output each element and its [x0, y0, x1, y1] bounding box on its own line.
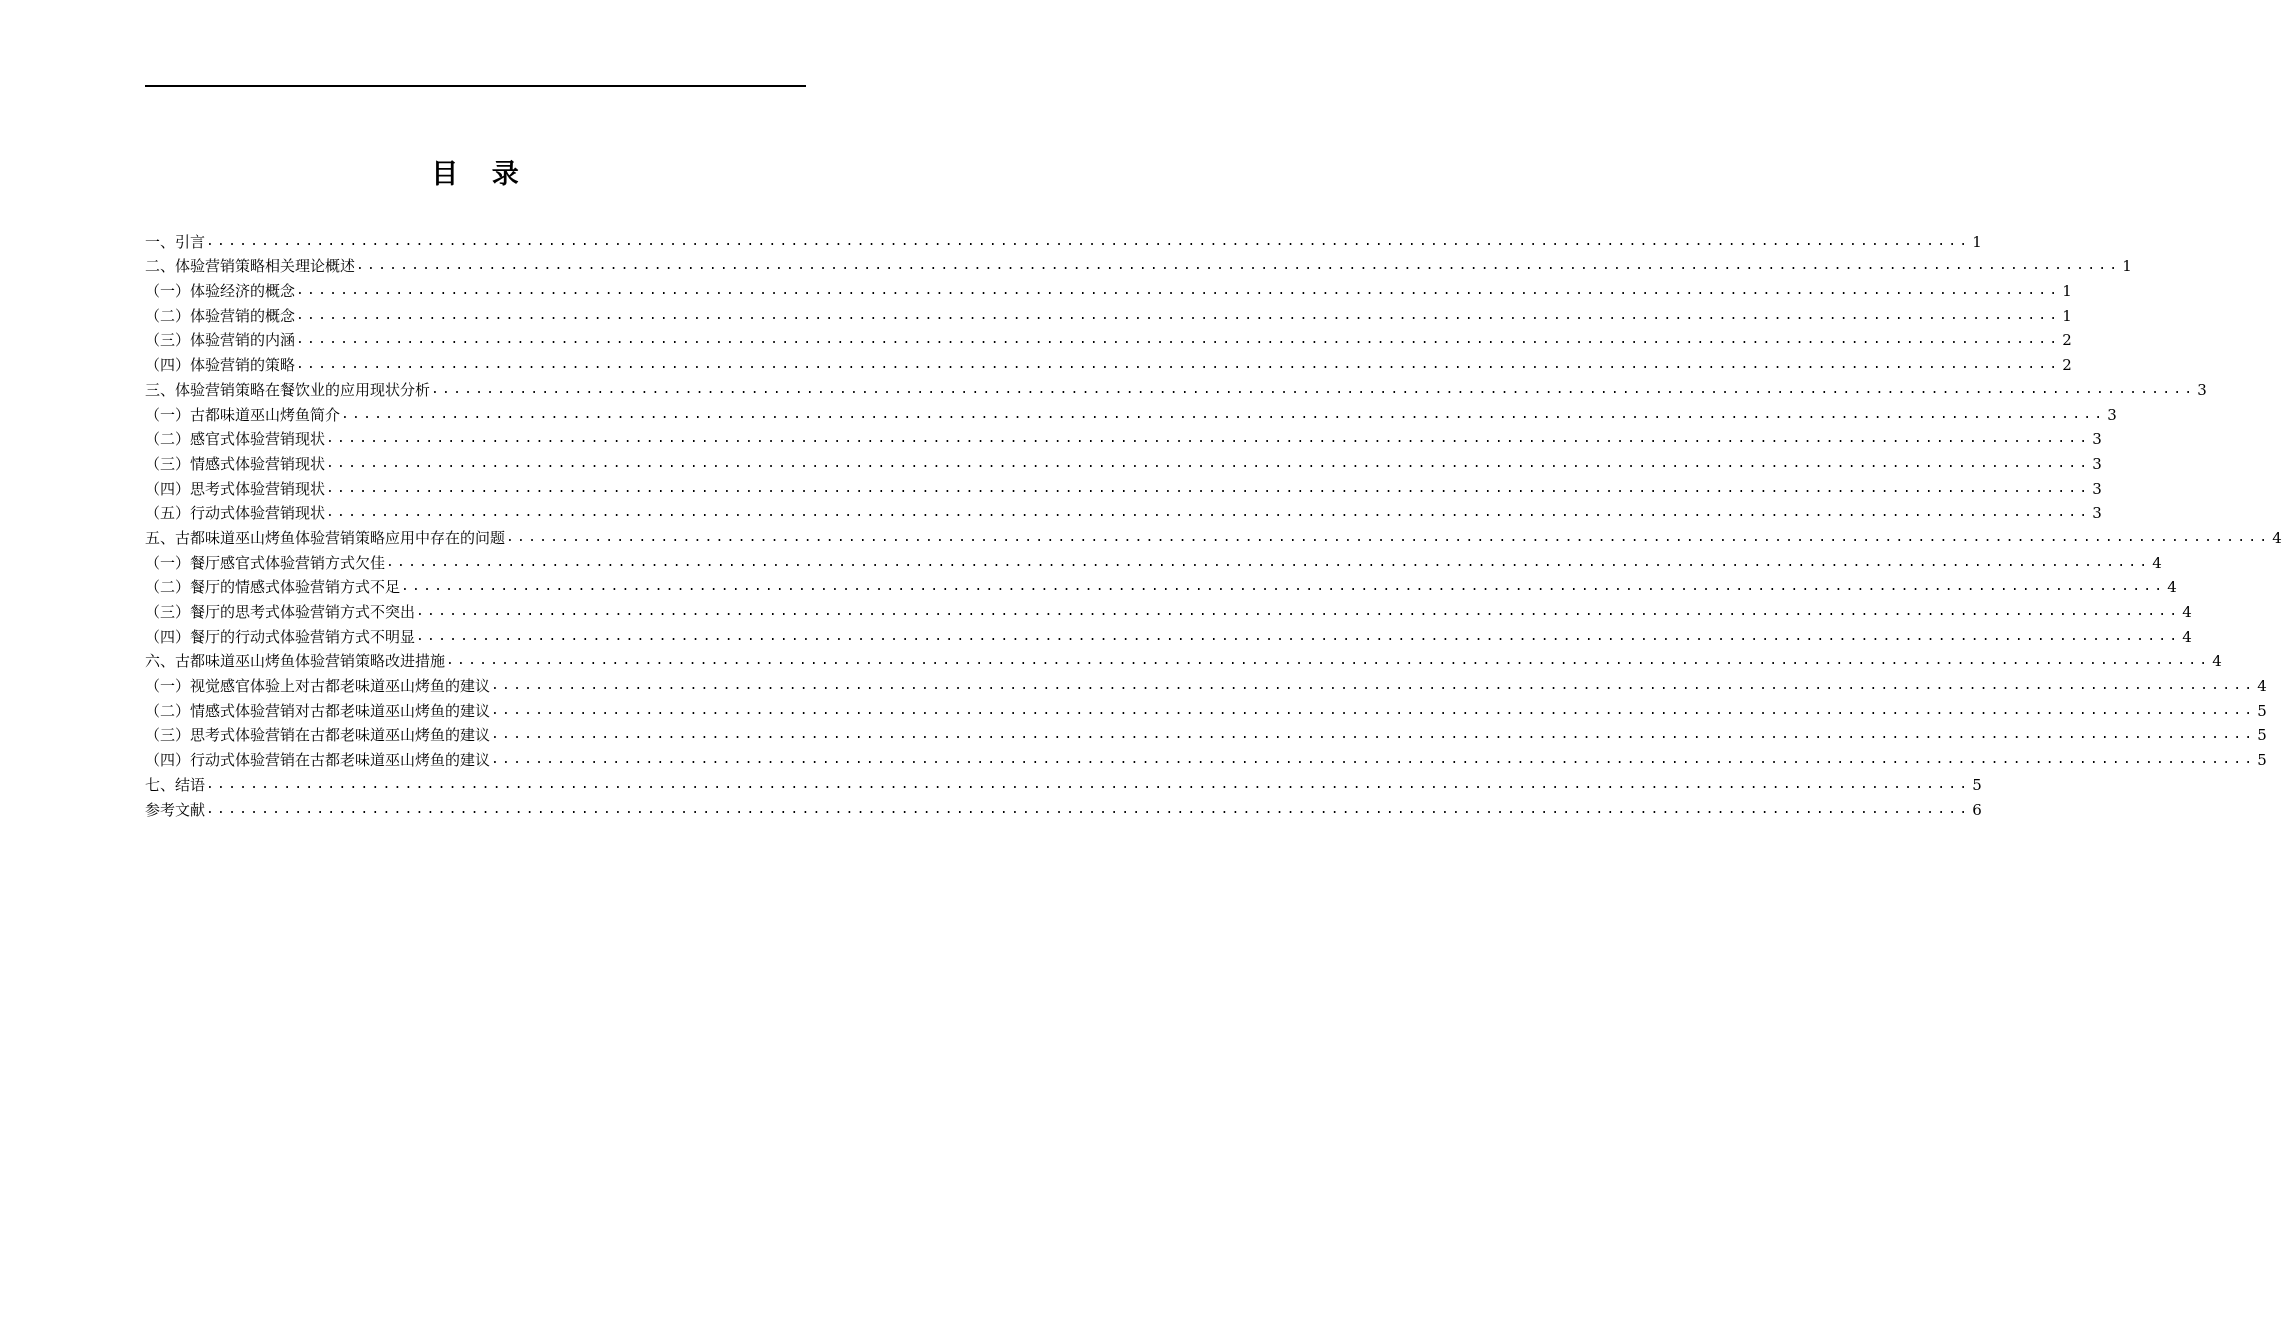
toc-entry-text: （三）情感式体验营销现状 — [145, 454, 326, 473]
toc-page-number: 1 — [2062, 306, 2072, 325]
toc-entry[interactable] — [145, 276, 2072, 301]
toc-leader: ................................................................................................................................................................ — [326, 505, 2091, 521]
toc-leader: ................................................................................................................................................................ — [296, 332, 2061, 348]
toc-entry-text: （二）餐厅的情感式体验营销方式不足 — [145, 578, 401, 597]
toc-entry[interactable] — [145, 696, 2267, 721]
toc-entry-text: 五、古都味道巫山烤鱼体验营销策略应用中存在的问题 — [145, 528, 506, 547]
toc-page-number: 4 — [2257, 677, 2267, 696]
toc-entry-text: 三、体验营销策略在餐饮业的应用现状分析 — [145, 380, 431, 399]
toc-entry[interactable] — [145, 326, 2072, 351]
toc-page-number: 4 — [2272, 528, 2282, 547]
toc-page-number: 2 — [2062, 331, 2072, 350]
toc-leader: ................................................................................................................................................................ — [326, 431, 2091, 447]
toc-entry-text: （五）行动式体验营销现状 — [145, 504, 326, 523]
toc-title: 目 录 — [431, 159, 531, 190]
header-rule — [145, 85, 806, 87]
toc-leader: ................................................................................................................................................................ — [341, 406, 2106, 422]
toc-leader: ................................................................................................................................................................ — [431, 381, 2196, 397]
toc-page-number: 4 — [2182, 603, 2192, 621]
toc-page-number: 4 — [2152, 553, 2162, 572]
toc-leader: ................................................................................................................................................................ — [416, 628, 2181, 644]
toc-entry[interactable] — [145, 647, 2222, 672]
toc-entry-text: 二、体验营销策略相关理论概述 — [145, 257, 356, 276]
toc-page-number: 4 — [2212, 652, 2222, 671]
toc-entry-text: 六、古都味道巫山烤鱼体验营销策略改进措施 — [145, 652, 446, 671]
toc-entry-text: （三）体验营销的内涵 — [145, 331, 296, 350]
toc-entry[interactable] — [145, 350, 2072, 375]
toc-page-number: 3 — [2197, 380, 2207, 399]
toc-page-number: 4 — [2182, 627, 2192, 646]
toc-entry-text: 一、引言 — [145, 232, 206, 251]
toc-entry[interactable] — [145, 622, 2192, 647]
toc-page-number: 6 — [1972, 800, 1982, 819]
toc-leader: ................................................................................................................................................................ — [386, 554, 2151, 570]
toc-entry-text: （一）视觉感官体验上对古都老味道巫山烤鱼的建议 — [145, 677, 491, 696]
toc-entry[interactable] — [145, 227, 1982, 252]
toc-leader: ................................................................................................................................................................ — [506, 529, 2271, 545]
toc-leader: ................................................................................................................................................................ — [356, 258, 2121, 274]
toc-entry[interactable] — [145, 573, 2177, 598]
toc-page-number: 5 — [2257, 701, 2267, 720]
toc-page-number: 1 — [2062, 282, 2072, 301]
toc-entry[interactable] — [145, 474, 2102, 499]
toc-leader: ................................................................................................................................................................ — [206, 776, 1971, 792]
toc-page-number: 5 — [2257, 726, 2267, 745]
toc-entry[interactable] — [145, 449, 2102, 474]
toc-leader: ................................................................................................................................................................ — [491, 727, 2256, 743]
toc-entry-text: （四）餐厅的行动式体验营销方式不明显 — [145, 627, 416, 646]
toc-entry-text: （三）餐厅的思考式体验营销方式不突出 — [145, 603, 416, 621]
toc-entry[interactable] — [145, 375, 2207, 400]
toc-entry[interactable] — [145, 770, 1982, 795]
toc-entry[interactable] — [145, 252, 2132, 277]
toc-leader: ................................................................................................................................................................ — [206, 233, 1971, 249]
toc-page-number: 1 — [2122, 257, 2132, 276]
toc-leader: ................................................................................................................................................................ — [491, 678, 2256, 694]
toc-entry-text: （二）情感式体验营销对古都老味道巫山烤鱼的建议 — [145, 701, 491, 720]
toc-entry-text: （二）体验营销的概念 — [145, 306, 296, 325]
toc-entry-text: （一）古都味道巫山烤鱼简介 — [145, 405, 341, 424]
toc-page-number: 4 — [2167, 578, 2177, 597]
toc-page-number: 5 — [2257, 751, 2267, 770]
toc-page-number: 3 — [2092, 504, 2102, 523]
toc-entry[interactable] — [145, 671, 2267, 696]
toc-entry[interactable] — [145, 523, 2282, 548]
toc-page-number: 3 — [2092, 479, 2102, 498]
toc-entry[interactable] — [145, 548, 2162, 573]
toc-entry[interactable] — [145, 499, 2102, 524]
toc-entry-text: （一）餐厅感官式体验营销方式欠佳 — [145, 553, 386, 572]
toc-list — [145, 227, 2282, 820]
toc-entry[interactable] — [145, 425, 2102, 450]
toc-leader: ................................................................................................................................................................ — [491, 702, 2256, 718]
toc-entry[interactable] — [145, 301, 2072, 326]
toc-leader: ................................................................................................................................................................ — [296, 357, 2061, 373]
toc-page-number: 5 — [1972, 775, 1982, 794]
toc-leader: ................................................................................................................................................................ — [401, 579, 2166, 595]
toc-leader: ................................................................................................................................................................ — [491, 752, 2256, 768]
toc-leader: ................................................................................................................................................................ — [446, 653, 2211, 669]
toc-entry-text: （三）思考式体验营销在古都老味道巫山烤鱼的建议 — [145, 726, 491, 745]
toc-entry-text: （二）感官式体验营销现状 — [145, 430, 326, 449]
toc-entry-text: （一）体验经济的概念 — [145, 282, 296, 301]
toc-entry[interactable] — [145, 795, 1982, 820]
toc-entry[interactable] — [145, 400, 2117, 425]
toc-page-number: 1 — [1972, 232, 1982, 251]
toc-leader: ................................................................................................................................................................ — [416, 604, 2181, 619]
toc-page-number: 2 — [2062, 356, 2072, 375]
toc-leader: ................................................................................................................................................................ — [326, 480, 2091, 496]
toc-entry[interactable] — [145, 745, 2267, 770]
toc-entry-text: （四）思考式体验营销现状 — [145, 479, 326, 498]
toc-leader: ................................................................................................................................................................ — [296, 283, 2061, 299]
toc-page-number: 3 — [2092, 430, 2102, 449]
toc-leader: ................................................................................................................................................................ — [206, 801, 1971, 817]
toc-page-number: 3 — [2092, 454, 2102, 473]
toc-entry[interactable] — [145, 597, 2192, 622]
toc-leader: ................................................................................................................................................................ — [326, 455, 2091, 471]
toc-entry-text: （四）体验营销的策略 — [145, 356, 296, 375]
toc-page-number: 3 — [2107, 405, 2117, 424]
toc-leader: ................................................................................................................................................................ — [296, 307, 2061, 323]
toc-entry-text: （四）行动式体验营销在古都老味道巫山烤鱼的建议 — [145, 751, 491, 770]
toc-entry-text: 七、结语 — [145, 775, 206, 794]
toc-entry[interactable] — [145, 721, 2267, 746]
toc-entry-text: 参考文献 — [145, 800, 206, 819]
